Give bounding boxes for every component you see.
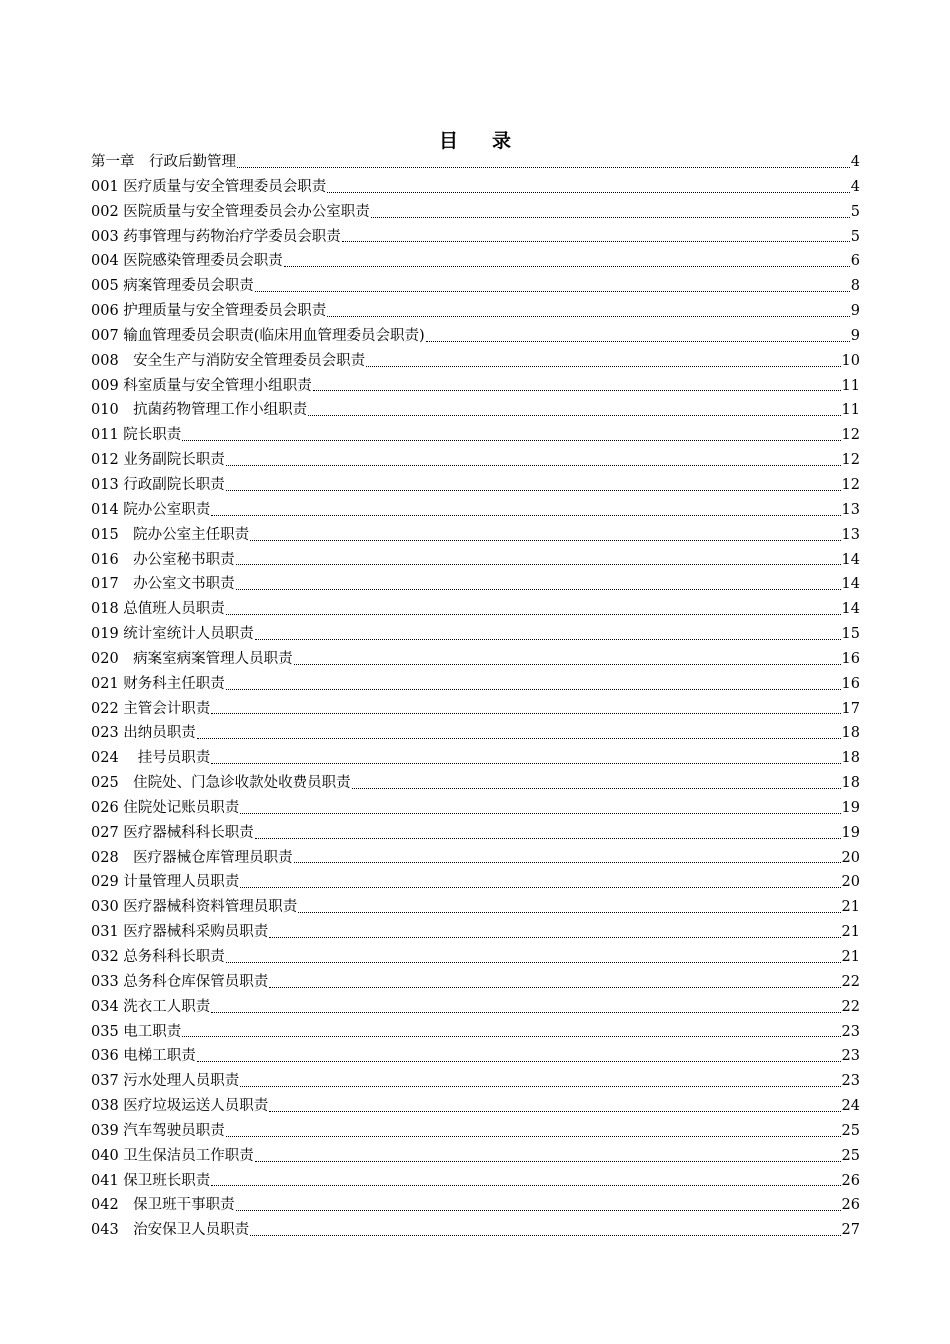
toc-entry-label: 023 出纳员职责 (91, 725, 196, 742)
toc-entry-label: 039 汽车驾驶员职责 (91, 1122, 225, 1139)
toc-entry-page-number: 6 (850, 253, 860, 270)
toc-entry[interactable] (91, 200, 860, 225)
toc-entry-page-number: 25 (841, 1147, 860, 1164)
toc-entry[interactable] (91, 150, 860, 175)
toc-entry[interactable] (91, 796, 860, 821)
toc-entry-page-number: 20 (841, 849, 860, 866)
toc-entry[interactable] (91, 1044, 860, 1069)
toc-entry[interactable] (91, 225, 860, 250)
toc-entry-label: 001 医疗质量与安全管理委员会职责 (91, 178, 327, 195)
toc-entry-label: 033 总务科仓库保管员职责 (91, 973, 269, 990)
toc-entry-page-number: 24 (841, 1098, 860, 1115)
toc-dot-leader (255, 274, 850, 299)
toc-dot-leader (236, 572, 841, 597)
toc-entry-label: 021 财务科主任职责 (91, 675, 225, 692)
toc-entry[interactable] (91, 374, 860, 399)
toc-dot-leader (294, 846, 841, 871)
toc-dot-leader (182, 423, 840, 448)
toc-dot-leader (269, 1094, 840, 1119)
toc-entry-page-number: 23 (841, 1048, 860, 1065)
toc-title-char-2: 录 (492, 130, 512, 152)
toc-entry-label: 007 输血管理委员会职责(临床用血管理委员会职责) (91, 327, 425, 344)
toc-entry-page-number: 18 (841, 775, 860, 792)
toc-dot-leader (255, 622, 841, 647)
toc-entry-label: 027 医疗器械科科长职责 (91, 824, 254, 841)
toc-title (0, 126, 950, 153)
toc-title-char-1: 目 (438, 130, 458, 152)
toc-entry[interactable] (91, 448, 860, 473)
toc-entry[interactable] (91, 895, 860, 920)
toc-entry[interactable] (91, 324, 860, 349)
toc-dot-leader (211, 995, 840, 1020)
toc-entry-label: 019 统计室统计人员职责 (91, 626, 254, 643)
toc-dot-leader (308, 398, 840, 423)
toc-dot-leader (342, 225, 850, 250)
toc-entry[interactable] (91, 821, 860, 846)
toc-entry-page-number: 20 (841, 874, 860, 891)
toc-entry-page-number: 5 (850, 228, 860, 245)
toc-entry[interactable] (91, 1020, 860, 1045)
toc-entry-label: 028 医疗器械仓库管理员职责 (91, 849, 293, 866)
toc-entry-label: 017 办公室文书职责 (91, 576, 235, 593)
toc-dot-leader (255, 821, 841, 846)
toc-entry-page-number: 19 (841, 824, 860, 841)
toc-entry-label: 031 医疗器械科采购员职责 (91, 924, 269, 941)
toc-entry-page-number: 4 (850, 154, 860, 170)
toc-entry-label: 042 保卫班干事职责 (91, 1197, 235, 1214)
toc-entry[interactable] (91, 572, 860, 597)
toc-dot-leader (366, 349, 840, 374)
toc-entry-page-number: 27 (841, 1222, 860, 1239)
toc-dot-leader (197, 1044, 841, 1069)
toc-entry[interactable] (91, 423, 860, 448)
toc-entry-label: 022 主管会计职责 (91, 700, 211, 717)
toc-entry-page-number: 22 (841, 973, 860, 990)
toc-entry[interactable] (91, 1193, 860, 1218)
toc-entry[interactable] (91, 1069, 860, 1094)
toc-entry[interactable] (91, 473, 860, 498)
toc-entry[interactable] (91, 1119, 860, 1144)
toc-dot-leader (211, 498, 840, 523)
toc-entry[interactable] (91, 249, 860, 274)
toc-entry-label: 040 卫生保洁员工作职责 (91, 1147, 254, 1164)
toc-entry-page-number: 11 (841, 377, 860, 394)
toc-dot-leader (226, 1119, 841, 1144)
toc-entry-page-number: 16 (841, 675, 860, 692)
toc-entry-label: 005 病案管理委员会职责 (91, 278, 254, 295)
toc-entry-page-number: 10 (841, 352, 860, 369)
toc-dot-leader (269, 920, 840, 945)
toc-dot-leader (284, 249, 850, 274)
toc-entry-label: 043 治安保卫人员职责 (91, 1222, 250, 1239)
toc-entry-label: 008 安全生产与消防安全管理委员会职责 (91, 352, 366, 369)
toc-entry-label: 024 挂号员职责 (91, 750, 211, 767)
toc-entry-label: 014 院办公室职责 (91, 501, 211, 518)
toc-entry-page-number: 9 (850, 303, 860, 320)
toc-entry[interactable] (91, 846, 860, 871)
toc-entry-label: 036 电梯工职责 (91, 1048, 196, 1065)
toc-entry[interactable] (91, 1169, 860, 1194)
toc-entry-page-number: 8 (850, 278, 860, 295)
toc-entry[interactable] (91, 870, 860, 895)
toc-entry[interactable] (91, 274, 860, 299)
toc-dot-leader (269, 970, 840, 995)
toc-entry[interactable] (91, 175, 860, 200)
toc-entry-page-number: 26 (841, 1197, 860, 1214)
toc-dot-leader (298, 895, 840, 920)
toc-entry-page-number: 21 (841, 949, 860, 965)
toc-entry[interactable] (91, 597, 860, 622)
toc-dot-leader (211, 697, 840, 722)
toc-dot-leader (236, 1193, 841, 1218)
toc-entry-page-number: 16 (841, 650, 860, 667)
toc-dot-leader (237, 150, 850, 175)
toc-entry-label: 013 行政副院长职责 (91, 476, 225, 493)
toc-entry-label: 015 院办公室主任职责 (91, 526, 250, 543)
toc-entry-label: 035 电工职责 (91, 1023, 182, 1040)
toc-entry[interactable] (91, 647, 860, 672)
toc-entry[interactable] (91, 945, 860, 970)
toc-entry[interactable] (91, 970, 860, 995)
toc-entry-page-number: 25 (841, 1122, 860, 1139)
toc-entry[interactable] (91, 498, 860, 523)
toc-entry-label: 038 医疗垃圾运送人员职责 (91, 1098, 269, 1115)
toc-dot-leader (240, 1069, 840, 1094)
toc-entry-label: 006 护理质量与安全管理委员会职责 (91, 303, 327, 320)
toc-entry-label: 009 科室质量与安全管理小组职责 (91, 377, 312, 394)
toc-entry-page-number: 15 (841, 626, 860, 643)
toc-dot-leader (255, 1144, 841, 1169)
toc-dot-leader (182, 1020, 840, 1045)
toc-entry[interactable] (91, 1218, 860, 1243)
toc-entry-page-number: 4 (850, 178, 860, 195)
toc-entry-page-number: 5 (850, 203, 860, 220)
toc-entry-label: 025 住院处、门急诊收款处收费员职责 (91, 775, 351, 792)
toc-entry[interactable] (91, 721, 860, 746)
toc-entry-page-number: 23 (841, 1023, 860, 1040)
toc-entry-page-number: 23 (841, 1073, 860, 1090)
toc-entry-page-number: 21 (841, 924, 860, 941)
toc-entry-label: 029 计量管理人员职责 (91, 874, 240, 891)
toc-entry-label: 032 总务科科长职责 (91, 949, 225, 965)
toc-entry-page-number: 14 (841, 576, 860, 593)
toc-dot-leader (226, 473, 841, 498)
toc-entry[interactable] (91, 771, 860, 796)
toc-entry-label: 016 办公室秘书职责 (91, 551, 235, 568)
toc-entry-page-number: 21 (841, 899, 860, 916)
toc-entry-page-number: 13 (841, 526, 860, 543)
toc-entry-page-number: 12 (841, 476, 860, 493)
toc-entry-label: 030 医疗器械科资料管理员职责 (91, 899, 298, 916)
toc-entry[interactable] (91, 398, 860, 423)
toc-entry[interactable] (91, 548, 860, 573)
toc-entry-page-number: 17 (841, 700, 860, 717)
toc-entry[interactable] (91, 746, 860, 771)
toc-dot-leader (313, 374, 841, 399)
toc-entry[interactable] (91, 349, 860, 374)
toc-dot-leader (226, 672, 841, 697)
toc-dot-leader (226, 597, 841, 622)
toc-dot-leader (352, 771, 841, 796)
toc-dot-leader (197, 721, 841, 746)
toc-dot-leader (294, 647, 841, 672)
toc-entry[interactable] (91, 1094, 860, 1119)
toc-entry-label: 004 医院感染管理委员会职责 (91, 253, 283, 270)
toc-entry-label: 第一章 行政后勤管理 (91, 154, 236, 170)
toc-entry-page-number: 9 (850, 327, 860, 344)
toc-entry-page-number: 14 (841, 601, 860, 618)
toc-entry-page-number: 14 (841, 551, 860, 568)
toc-entry[interactable] (91, 672, 860, 697)
toc-dot-leader (327, 299, 849, 324)
toc-entry[interactable] (91, 920, 860, 945)
toc-dot-leader (240, 796, 840, 821)
toc-dot-leader (226, 945, 841, 970)
toc-entry-label: 020 病案室病案管理人员职责 (91, 650, 293, 667)
toc-dot-leader (250, 523, 840, 548)
toc-dot-leader (236, 548, 841, 573)
toc-entry-page-number: 18 (841, 750, 860, 767)
toc-entry-label: 010 抗菌药物管理工作小组职责 (91, 402, 308, 419)
toc-list (91, 150, 860, 1243)
toc-dot-leader (426, 324, 850, 349)
toc-entry[interactable] (91, 523, 860, 548)
toc-entry[interactable] (91, 1144, 860, 1169)
toc-entry-page-number: 26 (841, 1172, 860, 1189)
toc-entry[interactable] (91, 995, 860, 1020)
toc-entry-page-number: 12 (841, 452, 860, 469)
toc-dot-leader (211, 746, 840, 771)
toc-dot-leader (327, 175, 849, 200)
toc-dot-leader (211, 1169, 840, 1194)
toc-dot-leader (371, 200, 850, 225)
toc-entry-label: 003 药事管理与药物治疗学委员会职责 (91, 228, 341, 245)
toc-entry-label: 012 业务副院长职责 (91, 452, 225, 469)
toc-entry-label: 011 院长职责 (91, 427, 182, 444)
toc-entry-page-number: 13 (841, 501, 860, 518)
toc-dot-leader (240, 870, 840, 895)
toc-entry-label: 002 医院质量与安全管理委员会办公室职责 (91, 203, 370, 220)
toc-entry-page-number: 11 (841, 402, 860, 419)
toc-entry-page-number: 18 (841, 725, 860, 742)
toc-entry-label: 018 总值班人员职责 (91, 601, 225, 618)
toc-entry-label: 037 污水处理人员职责 (91, 1073, 240, 1090)
toc-dot-leader (250, 1218, 840, 1243)
toc-entry[interactable] (91, 697, 860, 722)
toc-entry-page-number: 22 (841, 998, 860, 1015)
toc-dot-leader (226, 448, 841, 473)
toc-entry[interactable] (91, 299, 860, 324)
toc-entry[interactable] (91, 622, 860, 647)
toc-entry-label: 026 住院处记账员职责 (91, 799, 240, 816)
toc-entry-label: 034 洗衣工人职责 (91, 998, 211, 1015)
toc-entry-label: 041 保卫班长职责 (91, 1172, 211, 1189)
toc-entry-page-number: 19 (841, 799, 860, 816)
toc-entry-page-number: 12 (841, 427, 860, 444)
